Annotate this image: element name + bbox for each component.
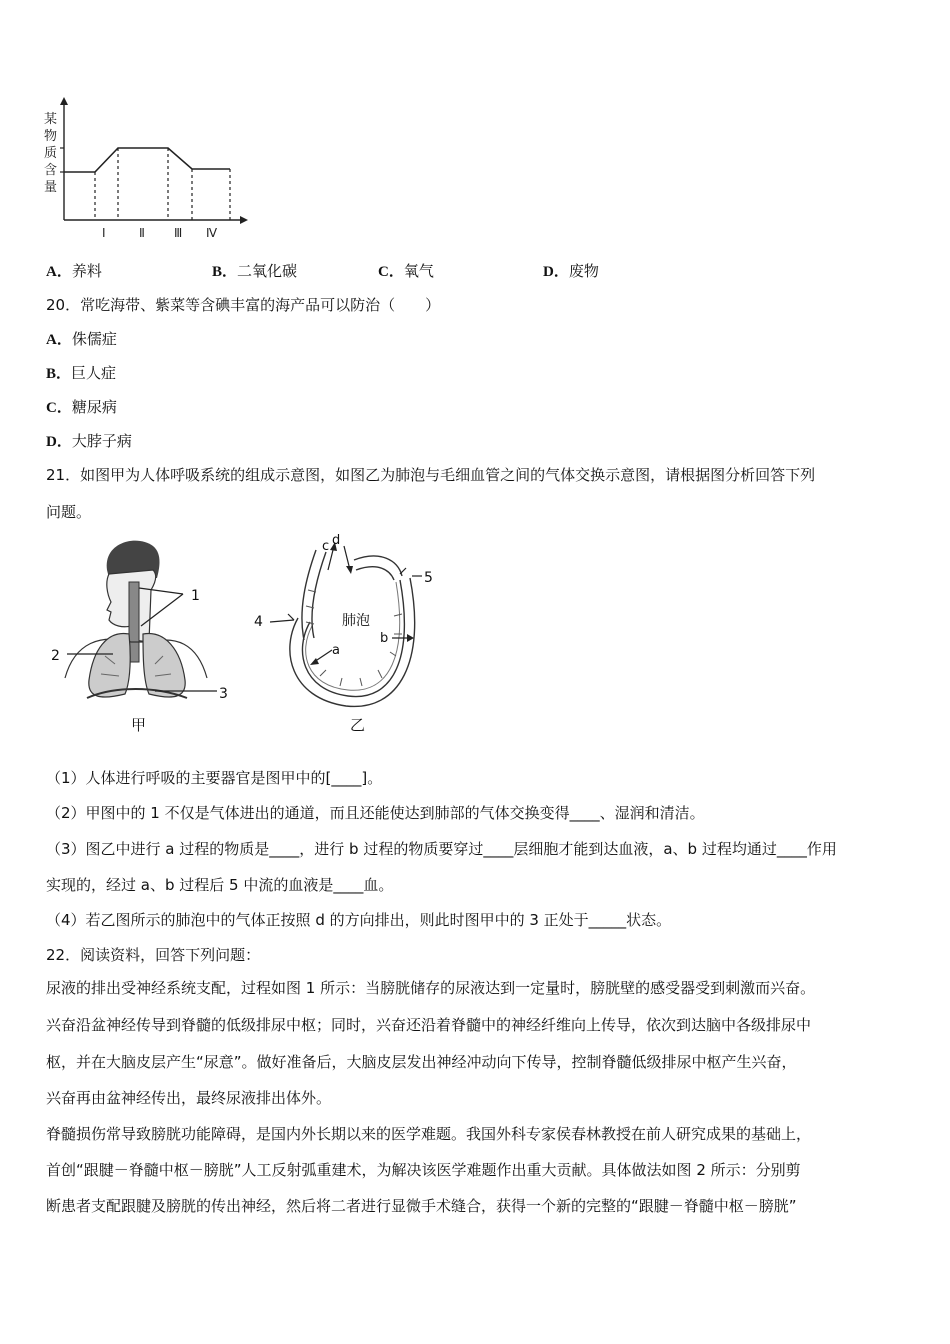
caption-yi: 乙 [350, 716, 366, 734]
q22-para2-line2: 首创“跟腱－脊髓中枢－膀胱”人工反射弧重建术，为解决该医学难题作出重大贡献。具体做法如图 2 所示：分别剪 [46, 1161, 801, 1179]
graph-ylabel-char: 质 [44, 146, 58, 161]
label-b: b [380, 631, 389, 646]
graph-y-arrow [60, 97, 68, 105]
q22-para2-line3: 断患者支配跟腱及膀胱的传出神经，然后将二者进行显微手术缝合，获得一个新的完整的“跟腱－脊髓中枢－膀胱” [46, 1197, 797, 1215]
stage-label: Ⅳ [206, 226, 218, 240]
q22-para1-line3: 枢，并在大脑皮层产生“尿意”。做好准备后，大脑皮层发出神经冲动向下传导，控制脊髓低级排尿中枢产生兴奋， [46, 1053, 797, 1071]
q21-part1: （1）人体进行呼吸的主要器官是图甲中的[____]。 [46, 769, 383, 787]
q22-para2-line1: 脊髓损伤常导致膀胱功能障碍，是国内外长期以来的医学难题。我国外科专家侯春林教授在前人研究成果的基础上， [46, 1125, 812, 1143]
q21-stem-line1: 21．如图甲为人体呼吸系统的组成示意图，如图乙为肺泡与毛细血管之间的气体交换示意图，请根据图分析回答下列 [46, 466, 816, 484]
label-5: 5 [424, 570, 433, 586]
q19-option-c: C．氧气 [378, 262, 434, 280]
q19-option-a: A．养料 [46, 262, 102, 280]
q21-part2: （2）甲图中的 1 不仅是气体进出的通道，而且还能使达到肺部的气体交换变得____、湿润和清洁。 [46, 804, 705, 822]
label-c: c [322, 539, 330, 554]
left-lung [89, 633, 130, 697]
q22-stem: 22．阅读资料，回答下列问题： [46, 946, 261, 964]
q21-part4: （4）若乙图所示的肺泡中的气体正按照 d 的方向排出，则此时图甲中的 3 正处于_____状态。 [46, 911, 672, 929]
q19-option-d: D．废物 [543, 262, 599, 280]
q22-para1-line1: 尿液的排出受神经系统支配，过程如图 1 所示：当膀胱储存的尿液达到一定量时，膀胱壁的感受器受到刺激而兴奋。 [46, 979, 816, 997]
label-4: 4 [254, 614, 263, 630]
caption-jia: 甲 [131, 716, 147, 734]
alveolus-label: 肺泡 [342, 613, 370, 629]
right-lung [143, 633, 185, 697]
substance-content-graph [40, 95, 270, 245]
q20-option-c: C．糖尿病 [46, 398, 117, 416]
q22-para1-line4: 兴奋再由盆神经传出，最终尿液排出体外。 [46, 1089, 332, 1107]
q21-part3-line2: 实现的，经过 a、b 过程后 5 中流的血液是____血。 [46, 876, 394, 894]
capillary-outer [290, 578, 415, 706]
alveolus-exchange-figure [250, 530, 450, 740]
graph-ylabel-char: 物 [44, 129, 58, 144]
graph-ylabel-char: 含 [44, 163, 58, 178]
label-3: 3 [219, 686, 228, 702]
stage-label: Ⅰ [102, 226, 106, 240]
q19-option-b: B．二氧化碳 [212, 262, 298, 280]
label-d: d [332, 533, 341, 548]
graph-ylabel-char: 量 [44, 180, 58, 195]
content-curve [64, 148, 230, 172]
q20-stem: 20．常吃海带、紫菜等含碘丰富的海产品可以防治（ ） [46, 296, 441, 314]
graph-x-arrow [240, 216, 248, 224]
q21-part3-line1: （3）图乙中进行 a 过程的物质是____，进行 b 过程的物质要穿过____层细胞才能到达血液，a、b 过程均通过____作用 [46, 840, 837, 858]
q22-para1-line2: 兴奋沿盆神经传导到脊髓的低级排尿中枢；同时，兴奋还沿着脊髓中的神经纤维向上传导，依次到达脑中各级排尿中 [46, 1016, 812, 1034]
label-2: 2 [51, 648, 60, 664]
q21-stem-line2: 问题。 [46, 503, 92, 521]
respiratory-system-figure [45, 530, 245, 740]
stage-label: Ⅱ [139, 226, 145, 240]
stage-label: Ⅲ [174, 226, 183, 240]
label-a: a [332, 643, 340, 658]
q20-option-a: A．侏儒症 [46, 330, 117, 348]
q20-option-d: D．大脖子病 [46, 432, 132, 450]
q20-option-b: B．巨人症 [46, 364, 117, 382]
label-1: 1 [191, 588, 200, 604]
graph-ylabel-char: 某 [44, 112, 58, 127]
